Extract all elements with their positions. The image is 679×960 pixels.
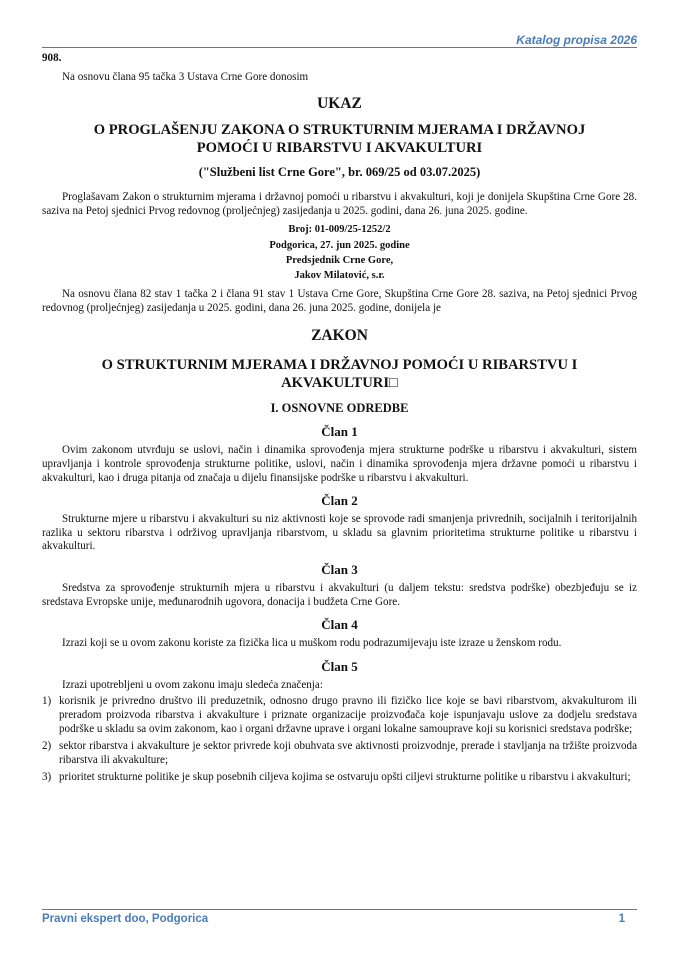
zakon-title-text: O STRUKTURNIM MJERAMA I DRŽAVNOJ POMOĆI U RIBARSTVU I AKVAKULTURI: [101, 357, 578, 392]
page-footer: [42, 909, 637, 925]
document-body: [42, 52, 637, 789]
article-4-title: Član 4: [321, 617, 358, 633]
proclamation-text: Proglašavam Zakon o strukturnim mjerama i državnoj pomoći u ribarstvu i akvakulturi, koji je donijela Skupština Crne Gore 28. saziva na Petoj sjednici Prvog redovnog (proljećnjeg) zasijedanja u 2025. godini, dana 26. juna 2025. godine.: [42, 191, 637, 217]
item-number: 2): [42, 740, 52, 753]
zakon-heading: ZAKON: [311, 327, 368, 345]
intro-text: Na osnovu člana 95 tačka 3 Ustava Crne Gore donosim: [62, 70, 309, 83]
ukaz-title: O PROGLAŠENJU ZAKONA O STRUKTURNIM MJERAMA I DRŽAVNOJ POMOĆI U RIBARSTVU I AKVAKULTURI: [93, 122, 586, 157]
list-item: [42, 740, 637, 767]
article-5-title: Član 5: [321, 658, 358, 674]
legal-basis-text: Na osnovu člana 82 stav 1 tačka 2 i člana 91 stav 1 Ustava Crne Gore, Skupština Crne Gore 28. saziva, na Petoj sjednici Prvog redovnog (proljećnjeg) zasijedanja u 2025. godini, dana 26. juna 2025. godine, donijela je: [42, 288, 637, 314]
official-gazette-ref: ("Službeni list Crne Gore", br. 069/25 od 03.07.2025): [198, 165, 481, 180]
item-number: 3): [42, 771, 52, 784]
signature-place-date: Podgorica, 27. jun 2025. godine: [269, 239, 410, 251]
catalog-title: Katalog propisa 2026: [516, 33, 637, 47]
zakon-title: [62, 356, 617, 392]
article-4-text: Izrazi koji se u ovom zakonu koriste za fizička lica u muškom rodu podrazumijevaju iste izraze u ženskom rodu.: [62, 637, 562, 650]
page-header: [42, 30, 637, 48]
publisher-name: Pravni ekspert doo, Podgorica: [42, 913, 209, 925]
item-text: prioritet strukturne politike je skup posebnih ciljeva kojima se ostvaruju opšti ciljevi strukturne politike u ribarstvu i akvakulturi;: [59, 771, 631, 784]
ukaz-heading: UKAZ: [317, 95, 362, 113]
article-3-text: Sredstva za sprovođenje strukturnih mjera u ribarstvu i akvakulturi (u daljem tekstu: sredstva podrške) obezbjeđuju se iz sredstava Evropske unije, međunarodnih ugovora, donacija i budžeta Crne Gore.: [42, 581, 637, 608]
article-1-text: Ovim zakonom utvrđuju se uslovi, način i dinamika sprovođenja mjera strukturne podrške u ribarstvu i akvakulturi, sistem upravljanja i kontrole sprovođenja strukturne politike, uslovi, način i dinamika sprovođenja mjera državne pomoći u ribarstvu i akvakulturi, kao i druga pitanja od značaja u dijelu finansijske podrške u ribarstvu i akvakulturi.: [42, 444, 637, 484]
signature-number: Broj: 01-009/25-1252/2: [288, 224, 391, 236]
item-text: sektor ribarstva i akvakulture je sektor privrede koji obuhvata sve aktivnosti proizvodnje, prerade i stavljanja na tržište proizvoda ribarstva ili akvakulture;: [59, 740, 637, 766]
list-item: [42, 771, 637, 785]
section-heading: I. OSNOVNE ODREDBE: [270, 401, 409, 416]
signature-name: Jakov Milatović, s.r.: [294, 269, 385, 281]
item-number: 1): [42, 695, 52, 708]
signature-block: [42, 222, 637, 283]
article-2-text: Strukturne mjere u ribarstvu i akvakulturi su niz aktivnosti koje se sprovode radi smanjenja privrednih, socijalnih i teritorijalnih razlika u sektoru ribarstva i održivog upravljanja ribarstvom, u skladu sa glavnim prioritetima strukturne politike u ribarstvu i akvakulturi.: [42, 513, 637, 553]
item-text: korisnik je privredno društvo ili preduzetnik, odnosno drugo pravno ili fizičko lice koje se bavi ribarstvom, akvakulturom ili preradom proizvoda ribarstva i akvakulture i priznate organizacije proizvođača koje ispunjavaju uslove za dodjelu sredstava podrške u skladu sa ovim zakonom, kao i organi državne uprave i organi lokalne samouprave koji su korisnici sredstava podrške;: [59, 695, 637, 735]
article-1-title: Član 1: [321, 424, 358, 440]
page-number: 1: [618, 913, 625, 925]
article-2-title: Član 2: [321, 493, 358, 509]
definitions-list: [42, 695, 637, 785]
footnote-mark: □: [389, 375, 398, 392]
signature-role: Predsjednik Crne Gore,: [285, 254, 394, 266]
document-number: 908.: [42, 52, 62, 64]
article-3-title: Član 3: [321, 561, 358, 577]
article-5-intro: Izrazi upotrebljeni u ovom zakonu imaju sledeća značenja:: [62, 678, 323, 691]
list-item: [42, 695, 637, 736]
